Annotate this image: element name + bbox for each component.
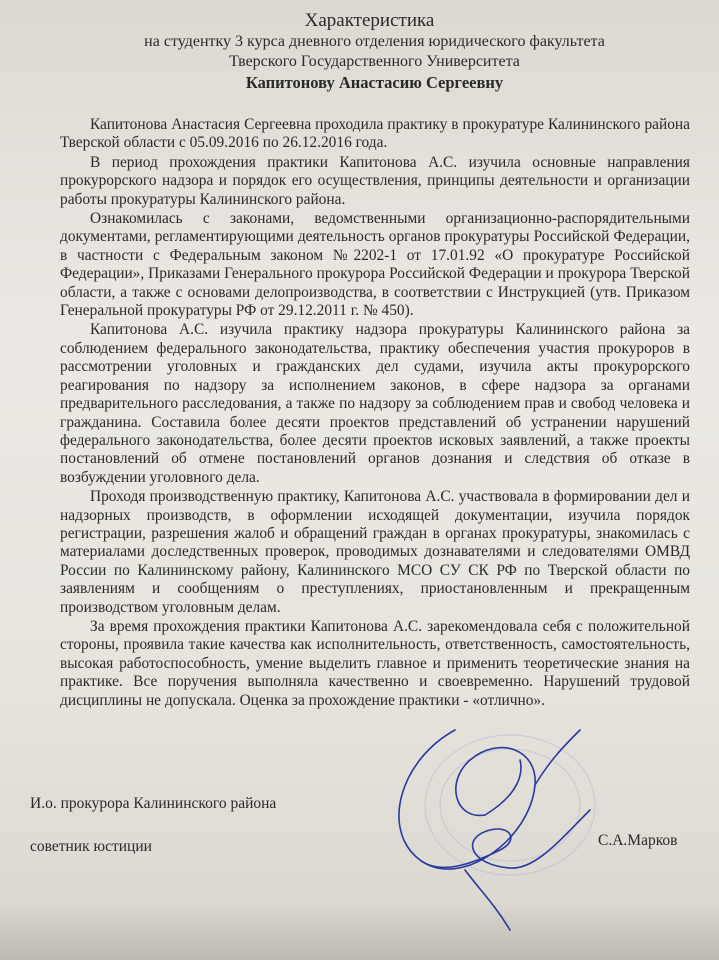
paragraph: Капитонова А.С. изучила практику надзора прокуратуры Калининского района за соблюдением федерального законодательства, практику обеспечения участия прокуроров в рассмотрении уголовных и гражданских дел судами, изучила акты прокурорского реагирования по надзору за исполнением законов, в сфере надзора за органами предварительного расследования, а также по надзору за соблюдением прав и свобод человека и гражданина. Составила более десяти проектов представлений об устранении нарушений федерального законодательства, более десяти проектов исковых заявлений, а также проекты постановлений об отмене постановлений органов дознания и следствия об отказе в возбуждении уголовного дела.	[60, 321, 690, 486]
official-stamp	[425, 735, 595, 875]
signer-position: И.о. прокурора Калининского района	[30, 795, 277, 812]
paragraph: Проходя производственную практику, Капитонова А.С. участвовала в формировании дел и надзорных производств, в оформлении исходящей документации, изучила порядок регистрации, разрешения жалоб и обращений граждан в органах прокуратуры, знакомилась с материалами доследственных проверок, проводимых дознавателями и следователями ОМВД России по Калининскому району, Калининского МСО СУ СК РФ по Тверской области по заявлениям и сообщениям о преступлениях, приостановленным и прекращенным производством уголовным делам.	[60, 488, 690, 616]
signer-name: С.А.Марков	[598, 832, 678, 849]
subtitle-line-1: на студентку 3 курса дневного отделения юридического факультета	[144, 33, 605, 50]
paragraph: Капитонова Анастасия Сергеевна проходила практику в прокуратуре Калининского района Тверской области с 05.09.2016 по 26.12.2016 года.	[60, 116, 690, 152]
paragraph: Ознакомилась с законами, ведомственными организационно-распорядительными документами, регламентирующими деятельность органов прокуратуры Российской Федерации, в частности с Федеральным законом №2202-1 от 17.01.92 «О прокуратуре Российской Федерации», Приказами Генерального прокурора Российской Федерации и прокурора Тверской области, а также с основами делопроизводства, в соответствии с Инструкцией (утв. Приказом Генеральной прокуратуры РФ от 29.12.2011 г. № 450).	[60, 210, 690, 320]
subtitle-line-2: Тверского Государственного Университета	[229, 53, 520, 70]
document-header	[0, 10, 719, 94]
document-body	[60, 116, 690, 711]
signer-rank: советник юстиции	[30, 838, 152, 855]
photo-shadow	[0, 900, 719, 960]
paragraph: В период прохождения практики Капитонова А.С. изучила основные направления прокурорского надзора и порядок его осуществления, принципы деятельности и организации работы прокуратуры Калининского района.	[60, 153, 690, 208]
paragraph: За время прохождения практики Капитонова А.С. зарекомендовала себя с положительной стороны, проявила такие качества как исполнительность, ответственность, самостоятельность, высокая работоспособность, умение выделить главное и применить теоретические знания на практике. Все поручения выполняла качественно и своевременно. Нарушений трудовой дисциплины не допускала. Оценка за прохождение практики - «отлично».	[60, 617, 690, 709]
document-title: Характеристика	[304, 10, 435, 31]
student-name: Капитонову Анастасию Сергеевну	[245, 73, 504, 92]
